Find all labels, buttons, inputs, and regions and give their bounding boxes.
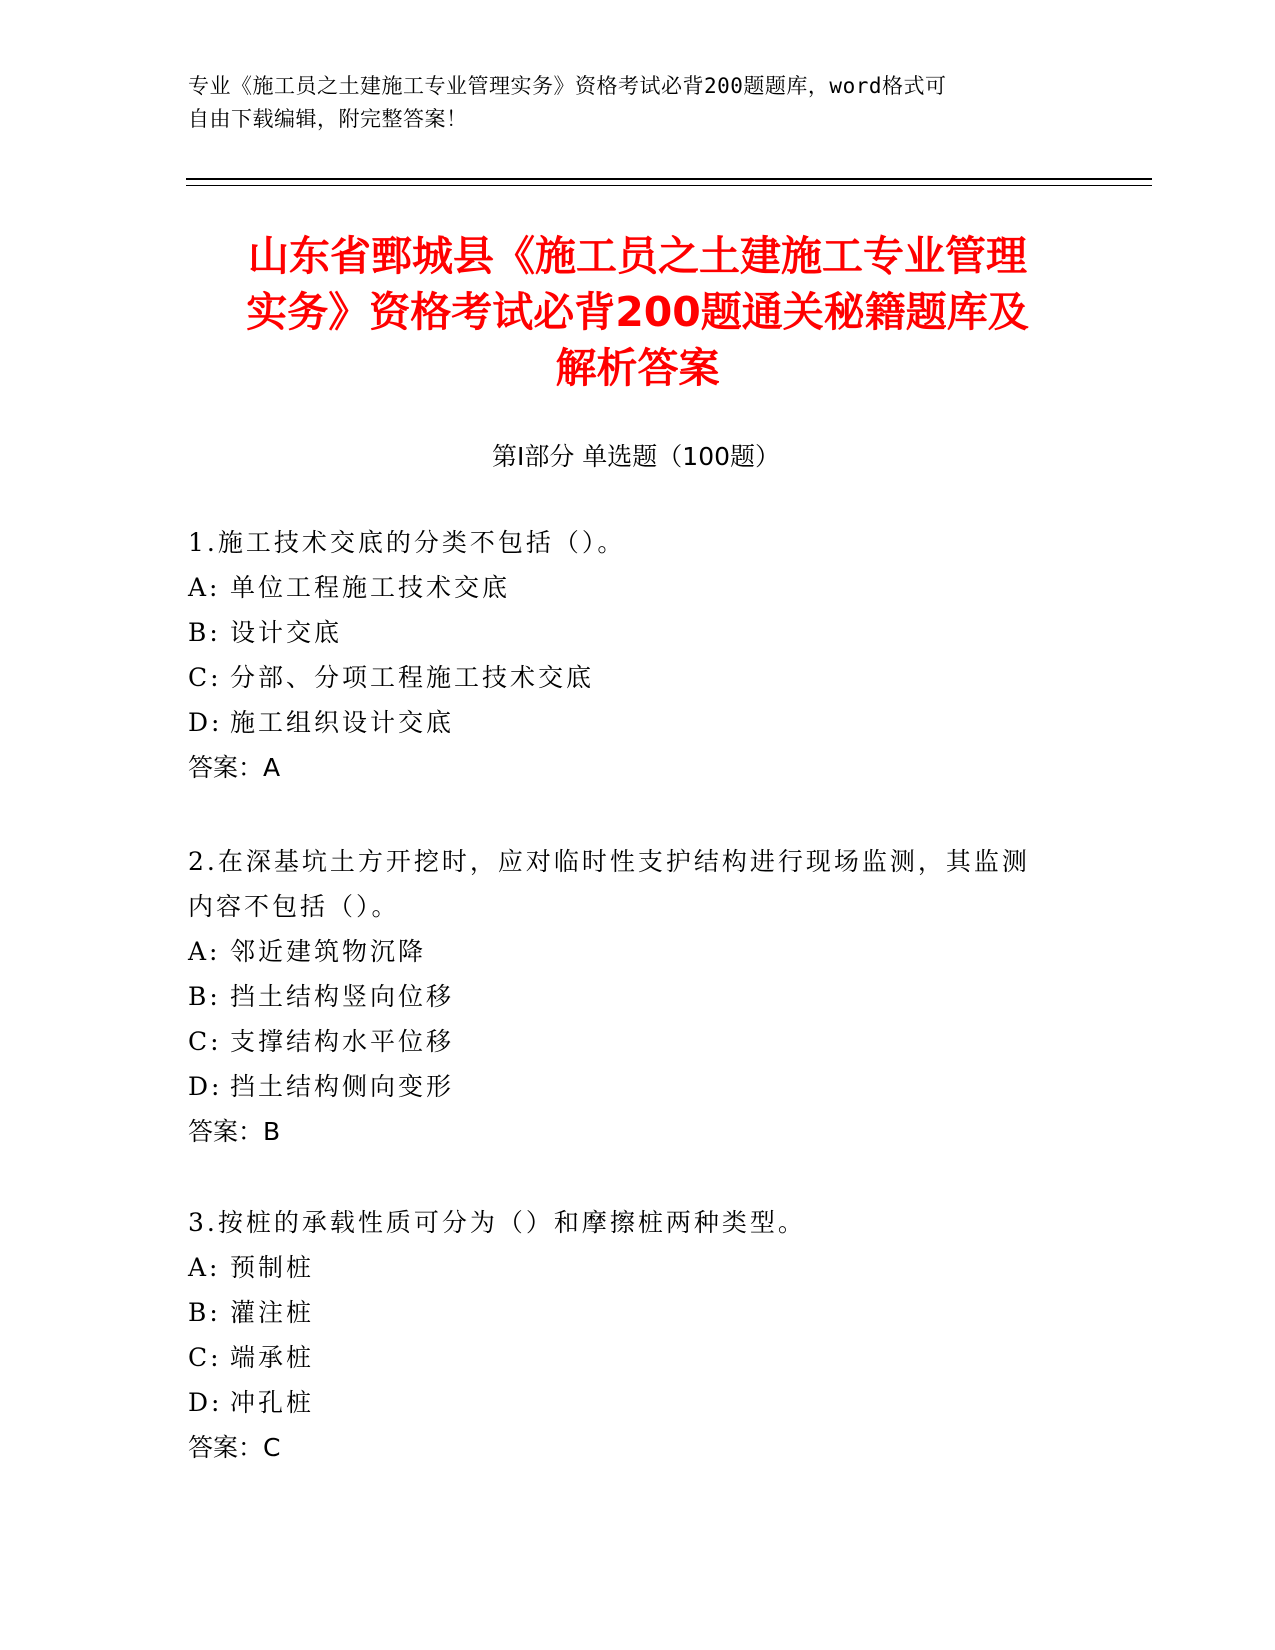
option-text: 施工组织设计交底	[230, 708, 455, 737]
option-text: 单位工程施工技术交底	[230, 573, 511, 602]
option-key: D:	[188, 708, 223, 737]
option-text: 灌注桩	[230, 1298, 315, 1327]
question-text: 1.施工技术交底的分类不包括（）。	[188, 528, 626, 557]
option-key: C:	[188, 1343, 222, 1372]
option-b	[188, 974, 1068, 1019]
answer-text: 答案：C	[188, 1433, 281, 1462]
option-text: 冲孔桩	[230, 1388, 315, 1417]
option-b	[188, 610, 1068, 655]
question-1	[188, 520, 1068, 790]
option-key: A:	[188, 573, 221, 602]
option-c	[188, 1335, 1068, 1380]
option-text: 预制桩	[230, 1253, 315, 1282]
header-line-1: 专业《施工员之土建施工专业管理实务》资格考试必背200题题库，word格式可	[188, 74, 947, 98]
option-key: A:	[188, 937, 221, 966]
option-text: 分部、分项工程施工技术交底	[230, 663, 595, 692]
option-key: C:	[188, 663, 222, 692]
option-b	[188, 1290, 1068, 1335]
question-3	[188, 1200, 1068, 1470]
option-key: B:	[188, 982, 221, 1011]
option-key: C:	[188, 1027, 222, 1056]
option-text: 邻近建筑物沉降	[230, 937, 427, 966]
answer-text: 答案：B	[188, 1117, 281, 1146]
question-text: 3.按桩的承载性质可分为（）和摩擦桩两种类型。	[188, 1208, 806, 1237]
header-line-2: 自由下载编辑，附完整答案！	[188, 107, 468, 131]
header-rule-thin	[186, 185, 1152, 186]
option-text: 端承桩	[230, 1343, 315, 1372]
question-2	[188, 839, 1068, 1154]
header-rule-thick	[186, 178, 1152, 180]
option-c	[188, 1019, 1068, 1064]
document-header	[188, 70, 1068, 136]
option-key: B:	[188, 1298, 221, 1327]
option-a	[188, 565, 1068, 610]
title-line-1: 山东省鄄城县《施工员之土建施工专业管理	[248, 232, 1027, 280]
option-d	[188, 1064, 1068, 1109]
option-key: D:	[188, 1072, 223, 1101]
option-text: 挡土结构侧向变形	[230, 1072, 455, 1101]
option-d	[188, 1380, 1068, 1425]
title-line-2: 实务》资格考试必背200题通关秘籍题库及	[246, 288, 1029, 336]
option-a	[188, 1245, 1068, 1290]
option-key: D:	[188, 1388, 223, 1417]
option-text: 挡土结构竖向位移	[230, 982, 455, 1011]
document-title	[170, 228, 1105, 396]
section-title: 第I部分 单选题（100题）	[491, 442, 781, 471]
option-d	[188, 700, 1068, 745]
option-key: A:	[188, 1253, 221, 1282]
option-text: 设计交底	[230, 618, 343, 647]
option-a	[188, 929, 1068, 974]
option-c	[188, 655, 1068, 700]
title-line-3: 解析答案	[555, 344, 720, 392]
option-text: 支撑结构水平位移	[230, 1027, 455, 1056]
question-text-line-2: 内容不包括（）。	[188, 892, 400, 921]
question-text-line-1: 2.在深基坑土方开挖时，应对临时性支护结构进行现场监测，其监测	[188, 847, 1030, 876]
option-key: B:	[188, 618, 221, 647]
answer-text: 答案：A	[188, 753, 281, 782]
